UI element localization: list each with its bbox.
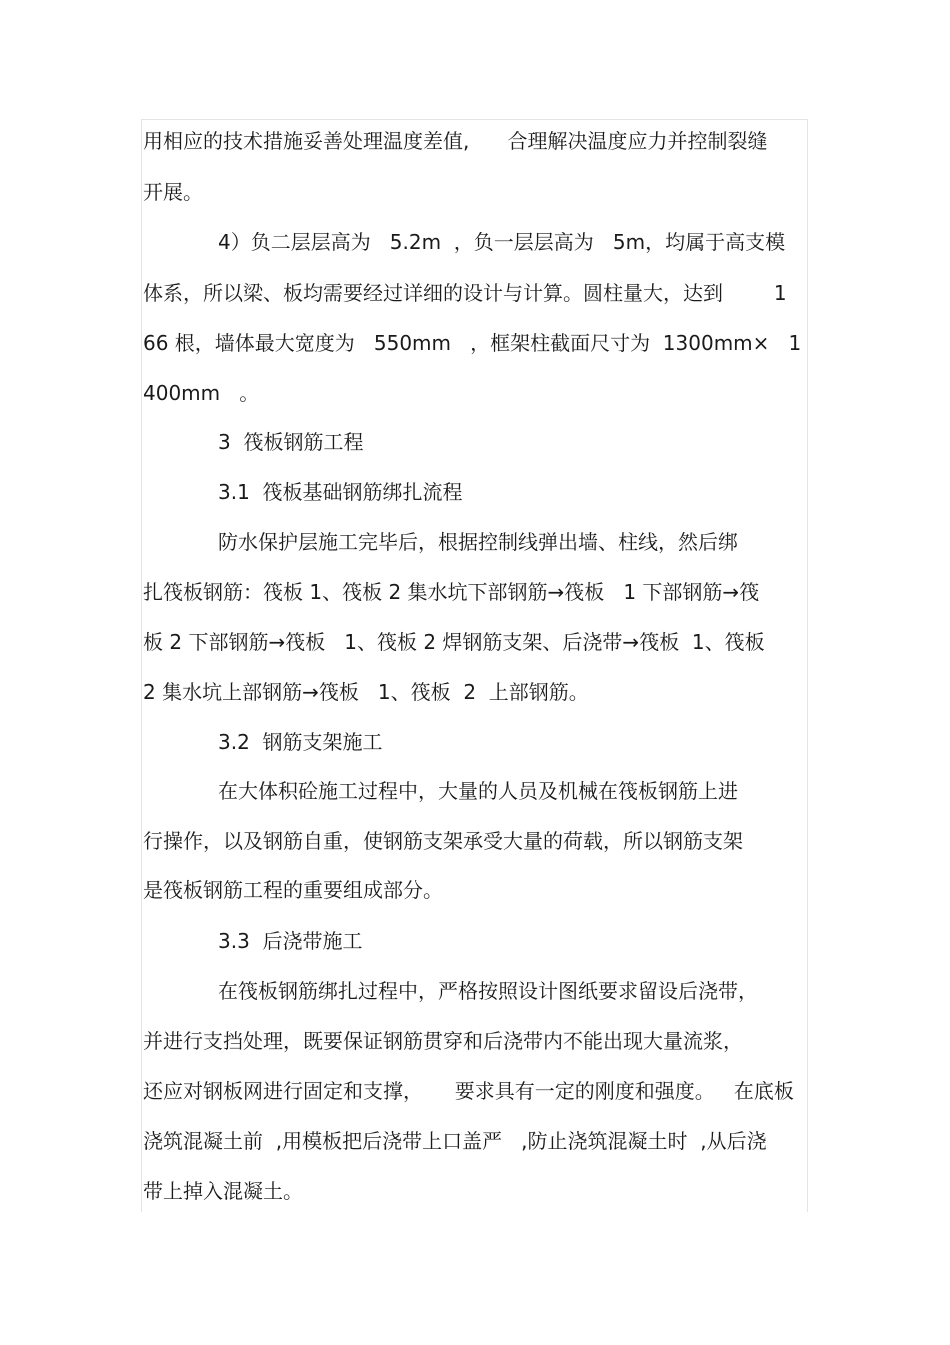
text-line: 400mm 。: [143, 381, 260, 405]
text-line: 66 根，墙体最大宽度为 550mm ，框架柱截面尺寸为 1300mm× 1: [143, 331, 802, 355]
text-line: 是筏板钢筋工程的重要组成部分。: [143, 878, 443, 902]
text-line: 并进行支挡处理，既要保证钢筋贯穿和后浇带内不能出现大量流浆，: [143, 1029, 743, 1053]
text-line: 开展。: [143, 180, 203, 204]
text-line: 体系，所以梁、板均需要经过详细的设计与计算。圆柱量大，达到 1: [143, 281, 787, 305]
text-line: 用相应的技术措施妥善处理温度差值, 合理解决温度应力并控制裂缝: [143, 129, 768, 153]
text-line: 防水保护层施工完毕后，根据控制线弹出墙、柱线，然后绑: [218, 530, 738, 554]
text-line: 扎筏板钢筋：筏板 1、筏板 2 集水坑下部钢筋→筏板 1 下部钢筋→筏: [143, 580, 760, 604]
text-line: 2 集水坑上部钢筋→筏板 1、筏板 2 上部钢筋。: [143, 680, 589, 704]
text-line: 板 2 下部钢筋→筏板 1、筏板 2 焊钢筋支架、后浇带→筏板 1、筏板: [143, 630, 765, 654]
section-heading: 3 筏板钢筋工程: [218, 430, 364, 454]
text-line: 在筏板钢筋绑扎过程中，严格按照设计图纸要求留设后浇带，: [218, 979, 758, 1003]
text-line: 行操作，以及钢筋自重，使钢筋支架承受大量的荷载，所以钢筋支架: [143, 829, 743, 853]
text-line: 在大体积砼施工过程中，大量的人员及机械在筏板钢筋上进: [218, 779, 738, 803]
subsection-heading: 3.1 筏板基础钢筋绑扎流程: [218, 480, 463, 504]
subsection-heading: 3.3 后浇带施工: [218, 929, 363, 953]
text-line: 带上掉入混凝土。: [143, 1179, 303, 1203]
text-line: 还应对钢板网进行固定和支撑， 要求具有一定的刚度和强度。 在底板: [143, 1079, 794, 1103]
text-line: 浇筑混凝土前 ,用模板把后浇带上口盖严 ,防止浇筑混凝土时 ,从后浇: [143, 1129, 767, 1153]
text-line: 4）负二层层高为 5.2m ，负一层层高为 5m，均属于高支模: [218, 230, 786, 254]
subsection-heading: 3.2 钢筋支架施工: [218, 730, 383, 754]
